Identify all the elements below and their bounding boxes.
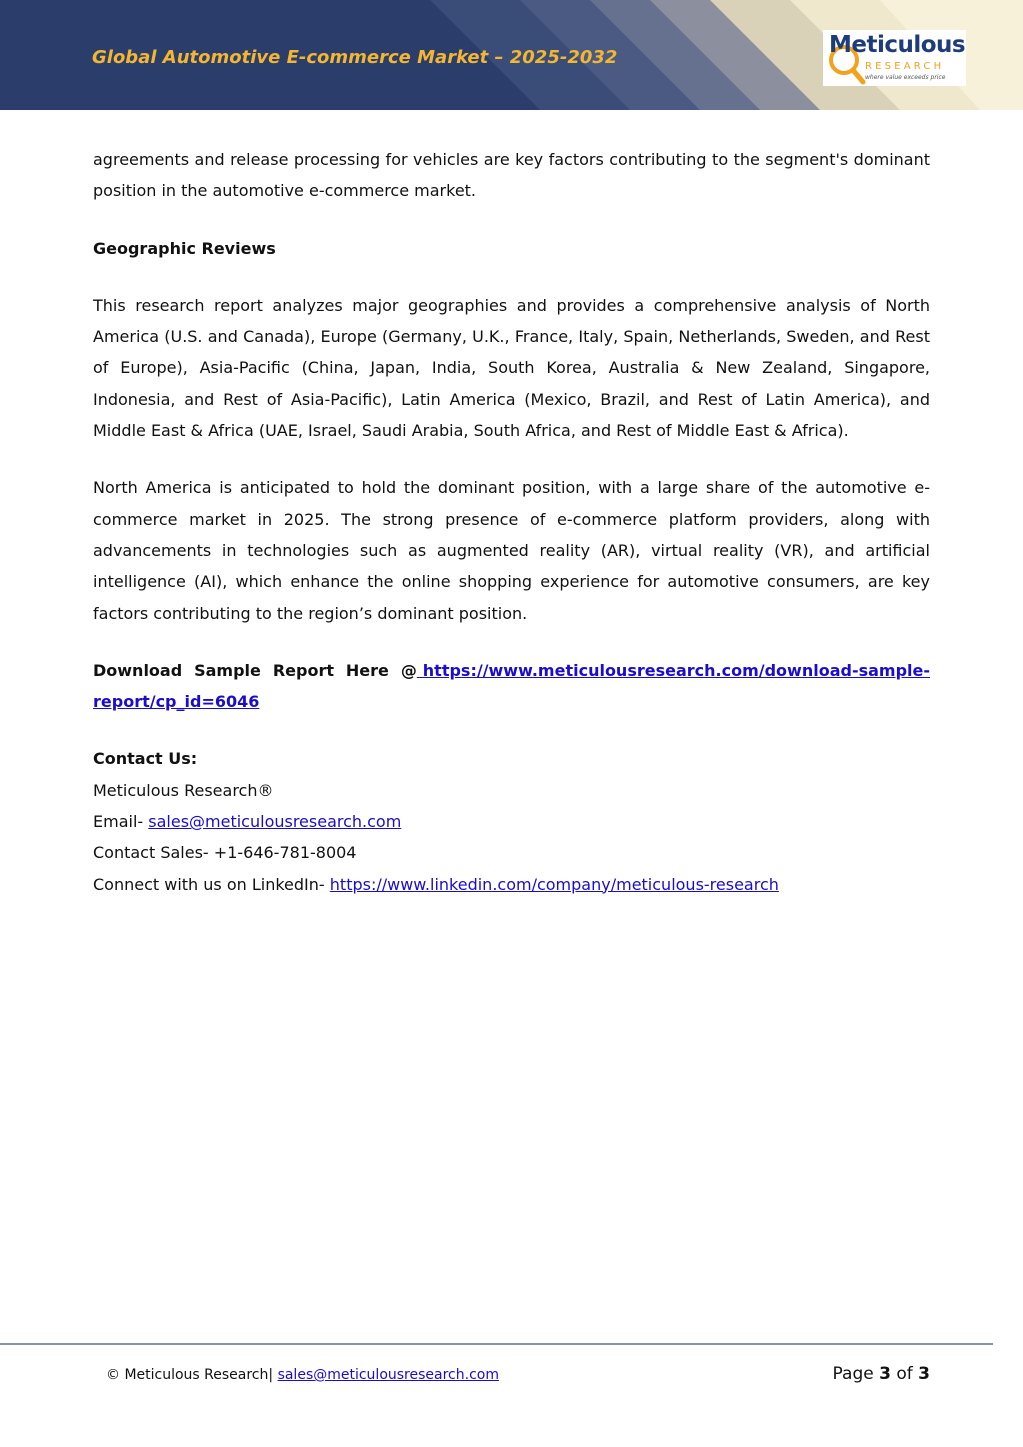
logo-subtitle: RESEARCH: [865, 61, 945, 72]
contact-sales-line: Contact Sales- +1-646-781-8004: [93, 843, 357, 863]
download-label: Download Sample Report Here @: [93, 660, 417, 680]
linkedin-line: [93, 869, 930, 900]
copyright-text: © Meticulous Research|: [106, 1367, 274, 1383]
linkedin-link[interactable]: https://www.linkedin.com/company/meticulous-research: [329, 874, 779, 894]
geographic-reviews-heading: Geographic Reviews: [93, 238, 276, 258]
report-title: Global Automotive E-commerce Market – 2025-2032: [92, 47, 618, 68]
logo-wordmark: Meticulous: [829, 32, 966, 58]
page-number: [833, 1364, 930, 1384]
company-logo: [823, 30, 966, 86]
email-link[interactable]: sales@meticulousresearch.com: [148, 812, 402, 832]
page-of: of: [896, 1364, 913, 1384]
header-banner: [0, 0, 1023, 110]
footer-copyright: [106, 1367, 499, 1383]
footer-divider: [0, 1343, 993, 1345]
company-name: Meticulous Research®: [93, 780, 274, 800]
contact-section: [93, 743, 930, 899]
download-sample-paragraph: [93, 655, 930, 718]
geographies-paragraph: This research report analyzes major geographies and provides a comprehensive analysis of North America (U.S. and Canada), Europe (Germany, U.K., France, Italy, Spain, Netherlands, Sweden, and Rest of Europe), Asia-Pacific (China, Japan, India, South Korea, Australia & New Zealand, Singapore, Indonesia, and Rest of Asia-Pacific), Latin America (Mexico, Brazil, and Rest of Latin America), and Middle East & Africa (UAE, Israel, Saudi Arabia, South Africa, and Rest of Middle East & Africa).: [93, 295, 930, 441]
email-line: [93, 806, 930, 837]
north-america-paragraph: North America is anticipated to hold the dominant position, with a large share of the automotive e-commerce market in 2025. The strong presence of e-commerce platform providers, along with advancements in technologies such as augmented reality (AR), virtual reality (VR), and artificial intelligence (AI), which enhance the online shopping experience for automotive consumers, are key factors contributing to the region’s dominant position.: [93, 478, 930, 623]
page-total: 3: [918, 1364, 930, 1384]
footer-email-link[interactable]: sales@meticulousresearch.com: [277, 1367, 499, 1383]
page-prefix: Page: [832, 1364, 874, 1384]
logo-tagline: where value exceeds price: [865, 74, 946, 81]
intro-paragraph: agreements and release processing for vehicles are key factors contributing to the segment's dominant position in the automotive e-commerce market.: [93, 150, 930, 201]
email-label: Email-: [93, 812, 144, 832]
page-current: 3: [879, 1364, 891, 1384]
download-sample-link[interactable]: https://www.meticulousresearch.com/download-sample-report/cp_id=6046: [93, 660, 931, 712]
linkedin-label: Connect with us on LinkedIn-: [93, 874, 325, 894]
contact-heading: Contact Us:: [93, 749, 198, 769]
page-content: [93, 144, 930, 900]
